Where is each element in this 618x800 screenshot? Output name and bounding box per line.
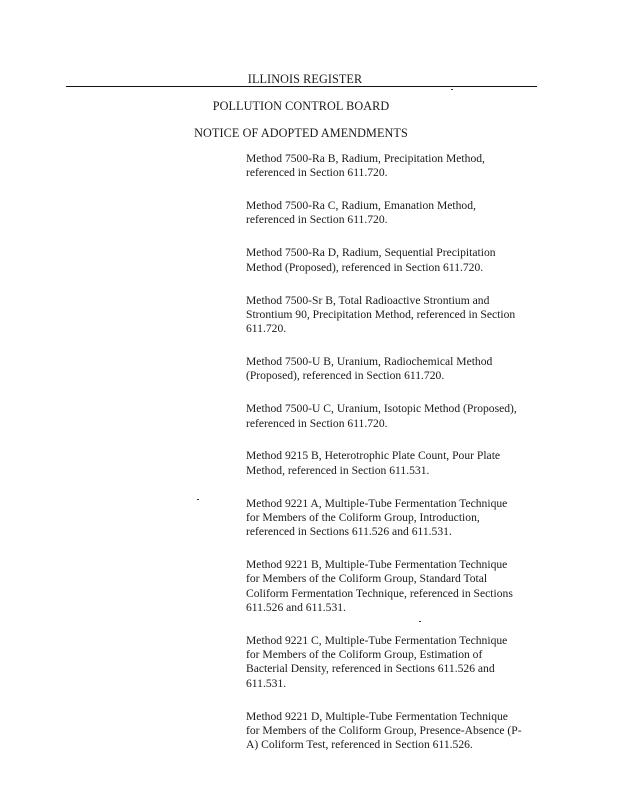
method-entry xyxy=(246,199,546,228)
register-title: ILLINOIS REGISTER xyxy=(247,72,363,86)
method-entry-line: 611.526 and 611.531. xyxy=(246,600,346,614)
method-entry xyxy=(246,497,546,540)
method-entry-line: A) Coliform Test, referenced in Section 611.526. xyxy=(246,738,473,752)
method-entry-line: for Members of the Coliform Group, Standard Total xyxy=(246,572,488,586)
method-entry-line: Coliform Fermentation Technique, referenced in Sections xyxy=(246,586,513,600)
method-entry-line: Method 9215 B, Heterotrophic Plate Count, Pour Plate xyxy=(246,449,501,463)
method-entry-line: Method 7500-U B, Uranium, Radiochemical Method xyxy=(246,355,493,369)
method-entry xyxy=(246,246,546,275)
notice-title: NOTICE OF ADOPTED AMENDMENTS xyxy=(194,126,408,140)
method-entry-line: referenced in Section 611.720. xyxy=(246,213,388,227)
method-entry xyxy=(246,294,546,337)
method-entry-line: for Members of the Coliform Group, Estimation of xyxy=(246,648,483,662)
method-entry-line: Method (Proposed), referenced in Section 611.720. xyxy=(246,260,484,274)
method-entry-line: referenced in Sections 611.526 and 611.531. xyxy=(246,525,452,539)
method-list xyxy=(246,152,546,771)
method-entry-line: 611.531. xyxy=(246,676,287,690)
method-entry xyxy=(246,710,546,753)
method-entry-line: Method 9221 A, Multiple-Tube Fermentation Technique xyxy=(246,496,508,510)
method-entry-line: 611.720. xyxy=(246,322,287,336)
method-entry xyxy=(246,634,546,691)
scan-mark xyxy=(451,89,453,90)
method-entry xyxy=(246,402,546,431)
method-entry-line: for Members of the Coliform Group, Introduction, xyxy=(246,510,480,524)
header-rule xyxy=(66,86,537,87)
method-entry-line: Method, referenced in Section 611.531. xyxy=(246,463,430,477)
method-entry-line: Method 9221 C, Multiple-Tube Fermentation Technique xyxy=(246,633,508,647)
method-entry-line: Method 9221 B, Multiple-Tube Fermentation Technique xyxy=(246,558,508,572)
method-entry-line: Method 7500-Ra B, Radium, Precipitation Method, xyxy=(246,152,485,165)
method-entry-line: Strontium 90, Precipitation Method, referenced in Section xyxy=(246,307,516,321)
method-entry-line: Method 7500-Ra C, Radium, Emanation Method, xyxy=(246,199,476,213)
method-entry-line: Method 9221 D, Multiple-Tube Fermentation Technique xyxy=(246,709,508,723)
method-entry-line: (Proposed), referenced in Section 611.720. xyxy=(246,369,445,383)
method-entry-line: referenced in Section 611.720. xyxy=(246,416,388,430)
method-entry xyxy=(246,449,546,478)
method-entry xyxy=(246,152,546,181)
method-entry xyxy=(246,558,546,615)
method-entry-line: Method 7500-Sr B, Total Radioactive Strontium and xyxy=(246,293,490,307)
method-entry-line: referenced in Section 611.720. xyxy=(246,166,388,180)
board-title: POLLUTION CONTROL BOARD xyxy=(212,99,390,113)
scan-mark xyxy=(197,499,199,500)
method-entry-line: for Members of the Coliform Group, Presence-Absence (P- xyxy=(246,723,522,737)
method-entry-line: Bacterial Density, referenced in Sections 611.526 and xyxy=(246,662,495,676)
method-entry-line: Method 7500-Ra D, Radium, Sequential Precipitation xyxy=(246,246,496,260)
method-entry xyxy=(246,355,546,384)
method-entry-line: Method 7500-U C, Uranium, Isotopic Method (Proposed), xyxy=(246,402,517,416)
